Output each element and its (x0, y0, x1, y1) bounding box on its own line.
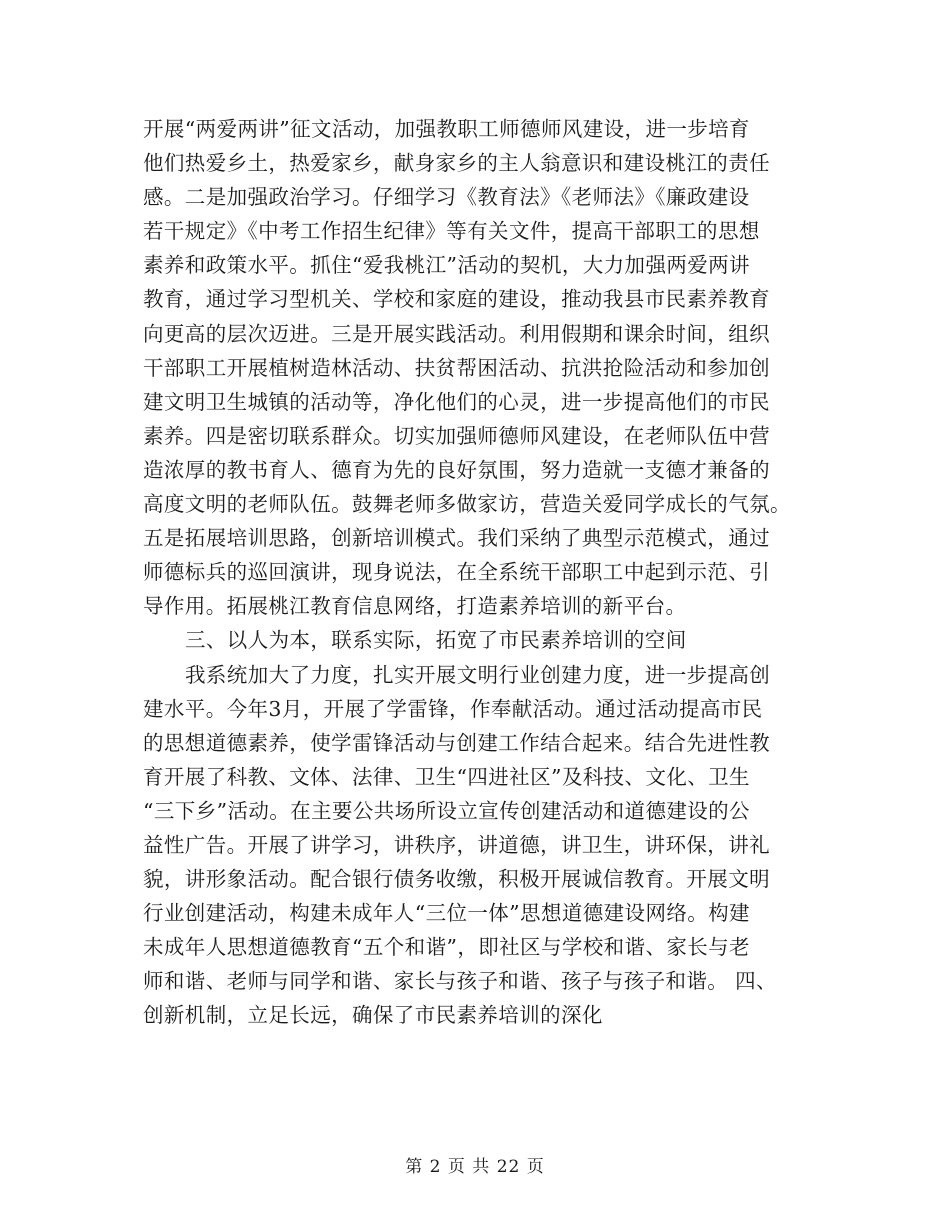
document-body (143, 112, 808, 1033)
text-line-14: 师德标兵的巡回演讲，现身说法，在全系统干部职工中起到示范、引 (143, 560, 770, 585)
text-line-27: 创新机制，立足长远，确保了市民素养培训的深化 (143, 1003, 603, 1028)
text-line-24: 行业创建活动，构建未成年人“三位一体”思想道德建设网络。构建 (143, 901, 750, 926)
text-line-6: 教育，通过学习型机关、学校和家庭的建设，推动我县市民素养教育 (143, 287, 770, 312)
text-line-8: 干部职工开展植树造林活动、扶贫帮困活动、抗洪抢险活动和参加创 (143, 355, 770, 380)
text-line-21: “三下乡”活动。在主要公共场所设立宣传创建活动和道德建设的公 (143, 798, 750, 823)
text-line-4: 若干规定》《中考工作招生纪律》等有关文件，提高干部职工的思想 (143, 219, 760, 244)
text-line-10: 素养。四是密切联系群众。切实加强师德师风建设，在老师队伍中营 (143, 423, 770, 448)
text-line-26: 师和谐、老师与同学和谐、家长与孩子和谐、孩子与孩子和谐。 四、 (143, 969, 777, 994)
text-line-23: 貌，讲形象活动。配合银行债务收缴，积极开展诚信教育。开展文明 (143, 867, 770, 892)
section-heading: 三、以人为本，联系实际，拓宽了市民素养培训的空间 (185, 628, 687, 653)
text-line-17: 我系统加大了力度，扎实开展文明行业创建力度，进一步提高创 (185, 662, 771, 687)
text-line-12: 高度文明的老师队伍。鼓舞老师多做家访，营造关爱同学成长的气氛。 (143, 492, 791, 517)
text-line-11: 造浓厚的教书育人、德育为先的良好氛围，努力造就一支德才兼备的 (143, 457, 770, 482)
text-line-1: 开展“两爱两讲”征文活动，加强教职工师德师风建设，进一步培育 (143, 117, 750, 141)
text-line-20: 育开展了科教、文体、法律、卫生“四进社区”及科技、文化、卫生 (143, 764, 750, 789)
text-line-22: 益性广告。开展了讲学习，讲秩序，讲道德，讲卫生，讲环保，讲礼 (143, 832, 770, 857)
page-number-footer: 第 2 页 共 22 页 (405, 1157, 545, 1177)
text-line-19: 的思想道德素养，使学雷锋活动与创建工作结合起来。结合先进性教 (143, 730, 770, 755)
text-line-9: 建文明卫生城镇的活动等，净化他们的心灵，进一步提高他们的市民 (143, 389, 770, 414)
text-line-5: 素养和政策水平。抓住“爱我桃江”活动的契机，大力加强两爱两讲 (143, 253, 750, 278)
text-line-25: 未成年人思想道德教育“五个和谐”，即社区与学校和谐、家长与老 (143, 935, 750, 960)
text-line-7: 向更高的层次迈进。三是开展实践活动。利用假期和课余时间，组织 (143, 321, 770, 346)
text-line-3: 感。二是加强政治学习。仔细学习《教育法》《老师法》《廉政建设 (143, 185, 750, 210)
text-line-2: 他们热爱乡土，热爱家乡，献身家乡的主人翁意识和建设桃江的责任 (143, 151, 770, 176)
text-line-15: 导作用。拓展桃江教育信息网络，打造素养培训的新平台。 (143, 594, 687, 619)
text-line-18: 建水平。今年3月，开展了学雷锋，作奉献活动。通过活动提高市民 (143, 696, 763, 721)
text-line-13: 五是拓展培训思路，创新培训模式。我们采纳了典型示范模式，通过 (143, 526, 770, 551)
